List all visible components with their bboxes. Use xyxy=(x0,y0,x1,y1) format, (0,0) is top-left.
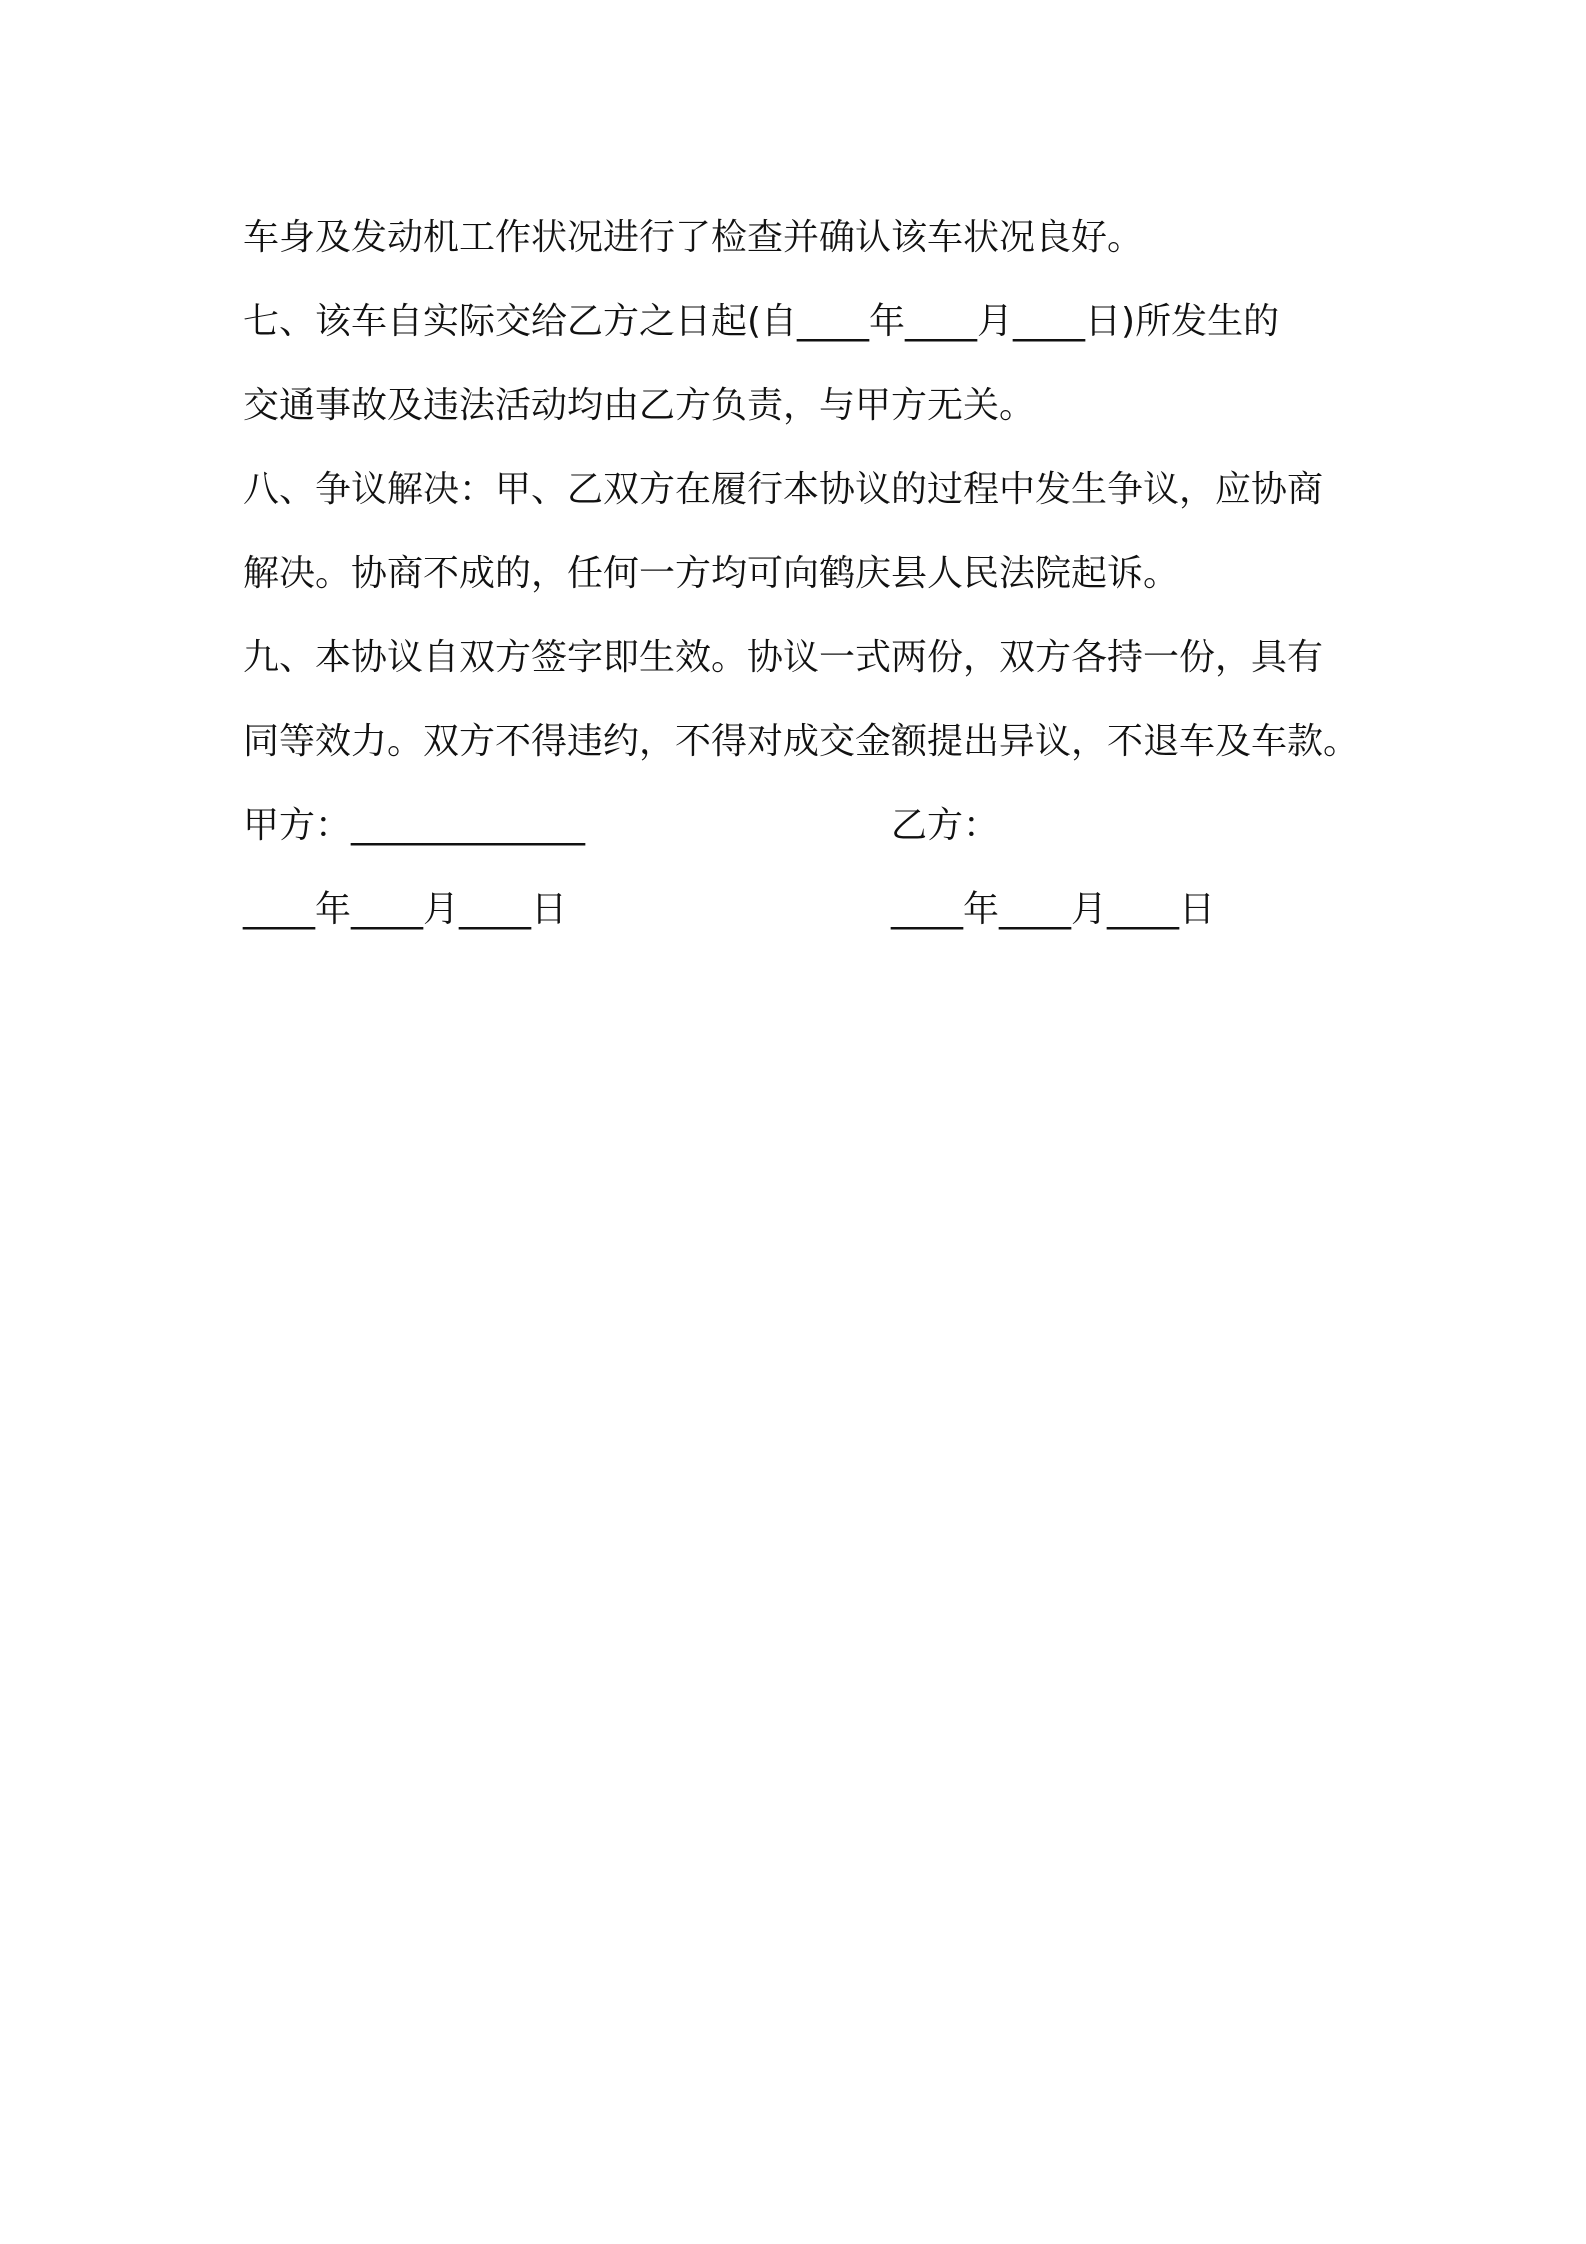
document-body xyxy=(243,196,1363,952)
clause-9-line-1: 九、本协议自双方签字即生效。协议一式两份，双方各持一份，具有 xyxy=(243,637,1324,678)
clause-7-line-1: 七、该车自实际交给乙方之日起(自____年____月____日)所发生的 xyxy=(243,301,1280,342)
party-a-signature: 甲方：_____________ xyxy=(243,805,586,846)
party-b-signature: 乙方： xyxy=(891,805,1000,846)
party-a-date: ____年____月____日 xyxy=(243,889,568,930)
party-b-date: ____年____月____日 xyxy=(891,889,1216,930)
clause-8-line-2: 解决。协商不成的，任何一方均可向鹤庆县人民法院起诉。 xyxy=(243,553,1180,594)
clause-9-line-2: 同等效力。双方不得违约，不得对成交金额提出异议，不退车及车款。 xyxy=(243,721,1360,762)
date-row xyxy=(243,868,1363,952)
clause-8-line-1: 八、争议解决：甲、乙双方在履行本协议的过程中发生争议，应协商 xyxy=(243,469,1324,510)
paragraph-line-1: 车身及发动机工作状况进行了检查并确认该车状况良好。 xyxy=(243,217,1144,258)
signature-row xyxy=(243,784,1363,868)
clause-7-line-2: 交通事故及违法活动均由乙方负责，与甲方无关。 xyxy=(243,385,1036,426)
